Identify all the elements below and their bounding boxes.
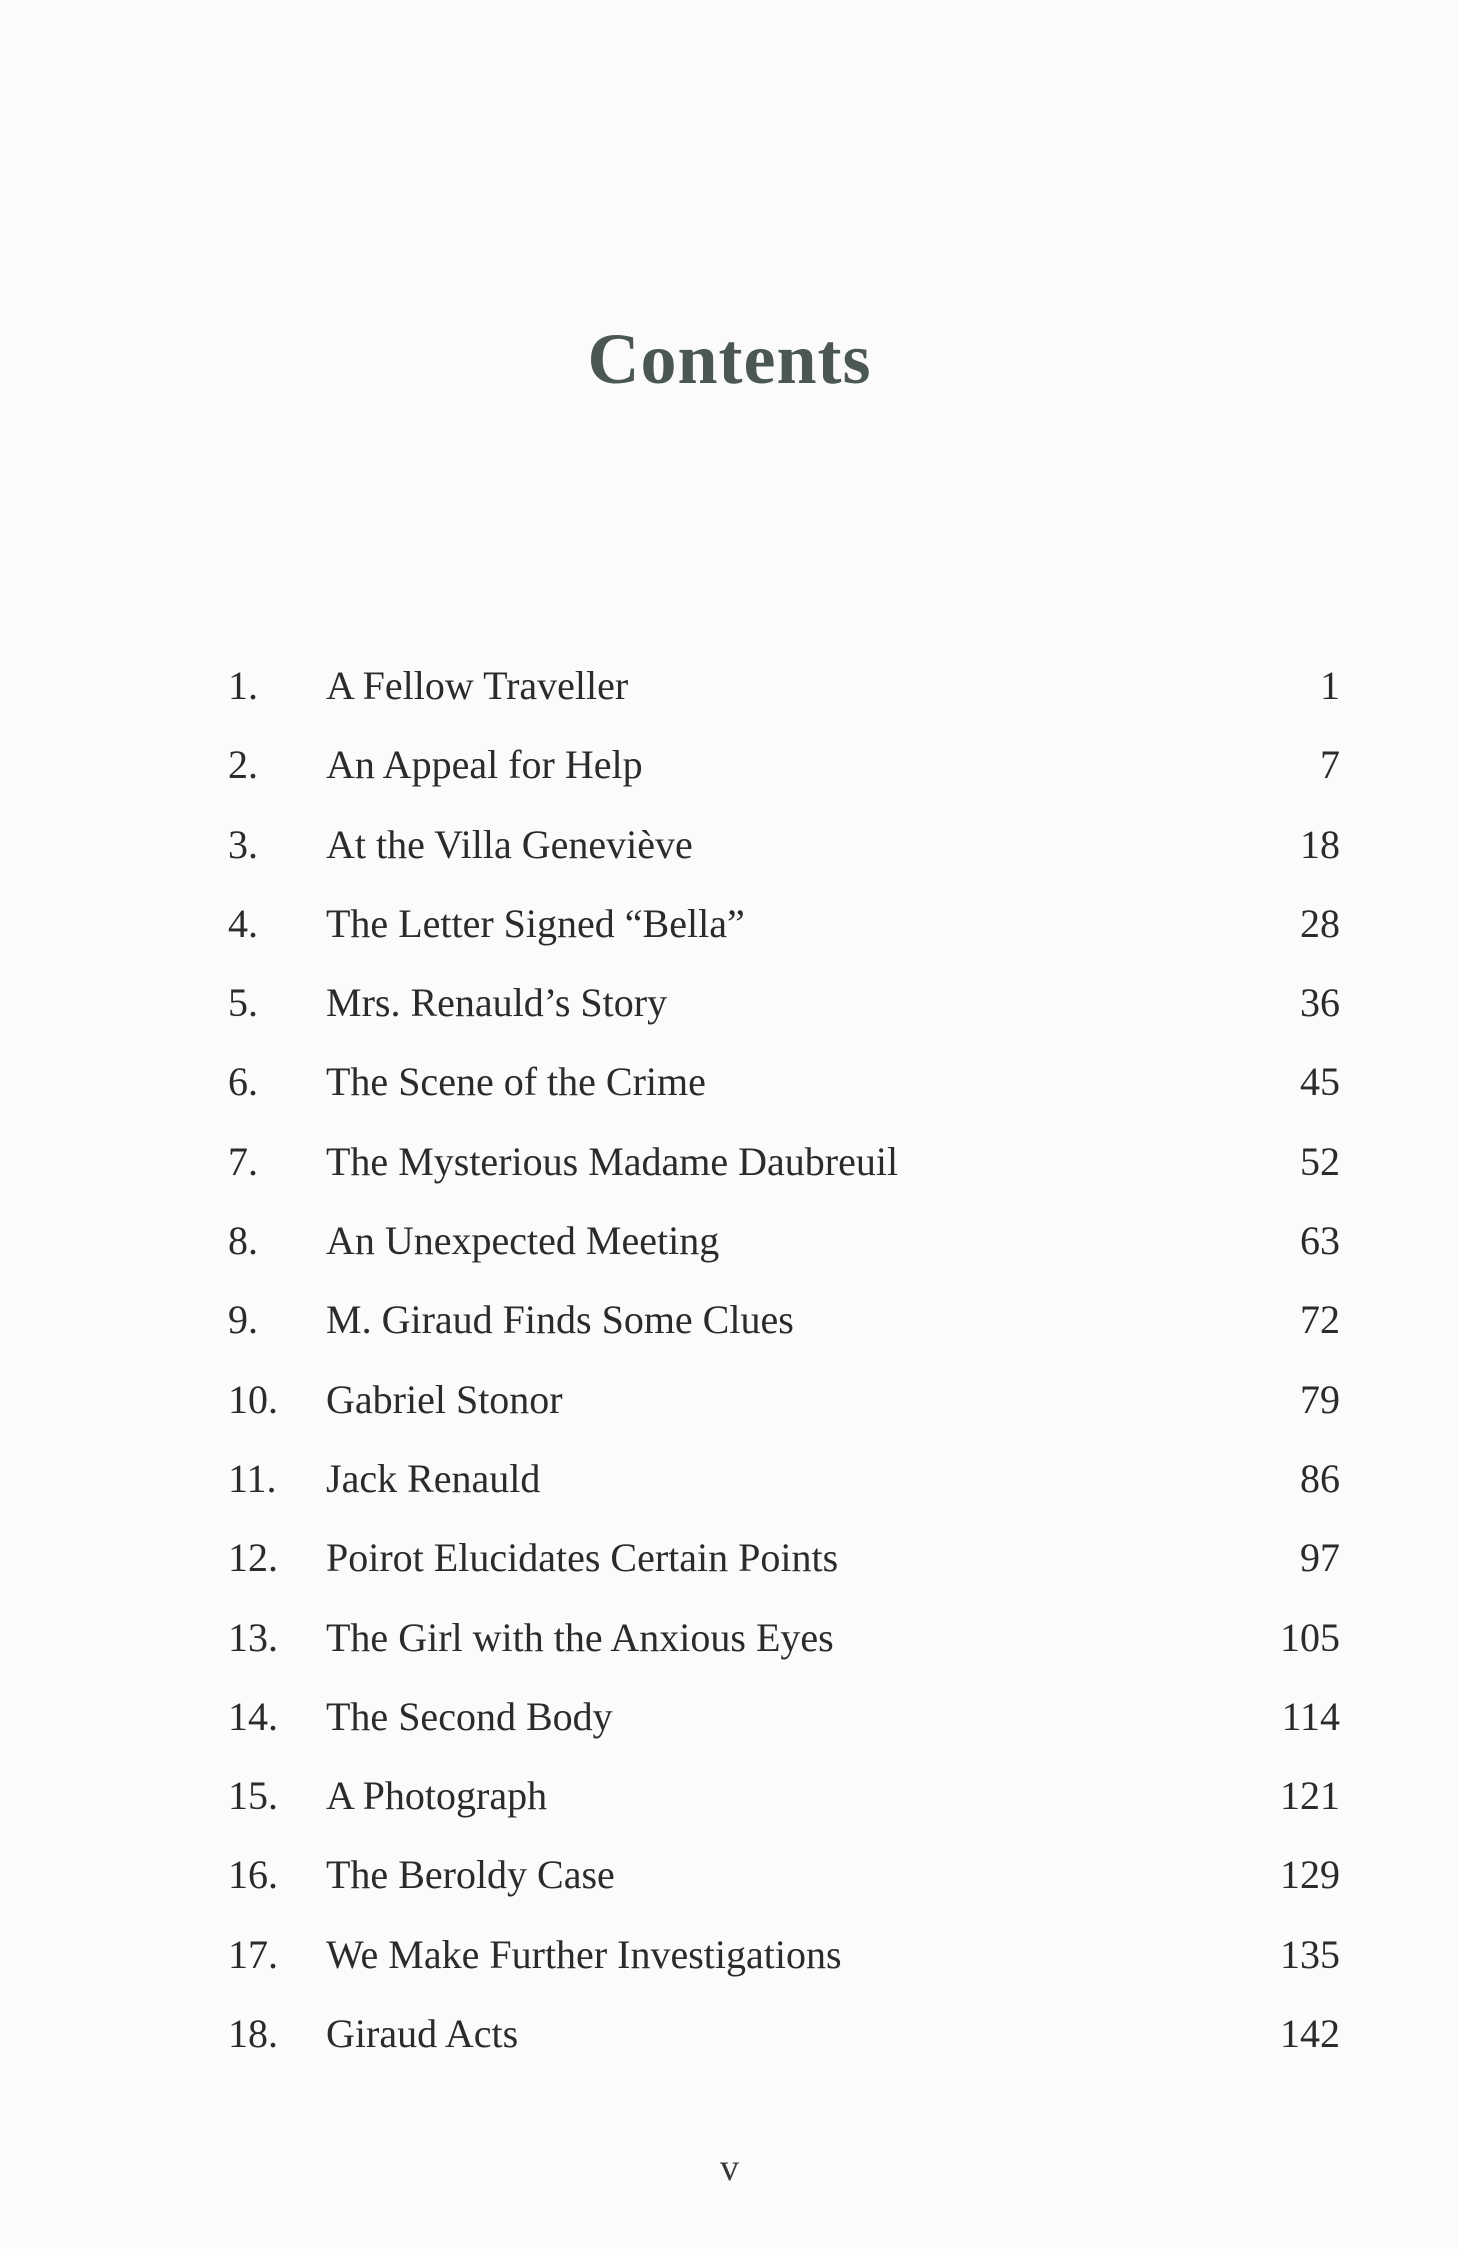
chapter-title: Gabriel Stonor	[326, 1376, 563, 1422]
chapter-number: 14.	[228, 1693, 278, 1739]
toc-entry-14	[228, 1687, 1340, 1766]
toc-entry-13	[228, 1608, 1340, 1687]
toc-entry-18	[228, 2004, 1340, 2083]
chapter-title: The Scene of the Crime	[326, 1059, 706, 1105]
toc-entry-10	[228, 1370, 1340, 1449]
chapter-title: The Beroldy Case	[326, 1852, 615, 1898]
page-number: 97	[1300, 1535, 1340, 1581]
chapter-number: 11.	[228, 1455, 277, 1501]
page-number: 63	[1300, 1218, 1340, 1264]
chapter-title: The Mysterious Madame Daubreuil	[326, 1138, 899, 1184]
page-number: 36	[1300, 980, 1340, 1026]
chapter-number: 8.	[228, 1218, 258, 1264]
page-number: 142	[1280, 2011, 1340, 2057]
chapter-number: 17.	[228, 1931, 278, 1977]
page-number: 18	[1300, 821, 1340, 867]
page-number: 86	[1300, 1455, 1340, 1501]
chapter-number: 6.	[228, 1059, 258, 1105]
chapter-title: An Unexpected Meeting	[326, 1218, 720, 1264]
toc-entry-8	[228, 1211, 1340, 1290]
page-number: 7	[1320, 742, 1340, 788]
table-of-contents	[228, 656, 1340, 2083]
chapter-title: M. Giraud Finds Some Clues	[326, 1297, 794, 1343]
page-number: 79	[1300, 1376, 1340, 1422]
toc-entry-6	[228, 1052, 1340, 1131]
toc-entry-15	[228, 1766, 1340, 1845]
page-number: 135	[1280, 1931, 1340, 1977]
chapter-title: We Make Further Investigations	[326, 1931, 842, 1977]
page-number: 52	[1300, 1138, 1340, 1184]
toc-entry-3	[228, 815, 1340, 894]
toc-entry-5	[228, 973, 1340, 1052]
chapter-title: At the Villa Geneviève	[326, 821, 693, 867]
chapter-title: Giraud Acts	[326, 2011, 519, 2057]
toc-entry-1	[228, 656, 1340, 735]
toc-entry-2	[228, 735, 1340, 814]
page-number: 45	[1300, 1059, 1340, 1105]
chapter-title: The Girl with the Anxious Eyes	[326, 1614, 834, 1660]
toc-entry-12	[228, 1528, 1340, 1607]
chapter-title: Jack Renauld	[326, 1455, 541, 1501]
page-number: 129	[1280, 1852, 1340, 1898]
chapter-title: The Second Body	[326, 1693, 613, 1739]
chapter-number: 4.	[228, 900, 258, 946]
page-number: 114	[1281, 1693, 1340, 1739]
toc-entry-16	[228, 1845, 1340, 1924]
toc-entry-4	[228, 894, 1340, 973]
chapter-title: Mrs. Renauld’s Story	[326, 980, 668, 1026]
chapter-number: 5.	[228, 980, 258, 1026]
toc-entry-7	[228, 1132, 1340, 1211]
chapter-number: 18.	[228, 2011, 278, 2057]
page-number: 72	[1300, 1297, 1340, 1343]
chapter-number: 15.	[228, 1773, 278, 1819]
page-folio: v	[720, 2147, 739, 2189]
chapter-title: Poirot Elucidates Certain Points	[326, 1535, 839, 1581]
page-number: 105	[1280, 1614, 1340, 1660]
chapter-title: A Fellow Traveller	[326, 663, 629, 708]
page-number: 1	[1320, 663, 1340, 708]
chapter-number: 9.	[228, 1297, 258, 1343]
page-number: 121	[1280, 1773, 1340, 1819]
chapter-title: An Appeal for Help	[326, 742, 643, 788]
toc-entry-9	[228, 1290, 1340, 1369]
chapter-number: 7.	[228, 1138, 258, 1184]
chapter-number: 3.	[228, 821, 258, 867]
chapter-number: 1.	[228, 663, 258, 708]
chapter-number: 16.	[228, 1852, 278, 1898]
chapter-number: 13.	[228, 1614, 278, 1660]
chapter-number: 10.	[228, 1376, 278, 1422]
chapter-number: 2.	[228, 742, 258, 788]
chapter-number: 12.	[228, 1535, 278, 1581]
toc-entry-17	[228, 1925, 1340, 2004]
chapter-title: A Photograph	[326, 1773, 548, 1819]
chapter-title: The Letter Signed “Bella”	[326, 900, 745, 946]
toc-entry-11	[228, 1449, 1340, 1528]
page-number: 28	[1300, 900, 1340, 946]
page-title: Contents	[587, 319, 872, 399]
